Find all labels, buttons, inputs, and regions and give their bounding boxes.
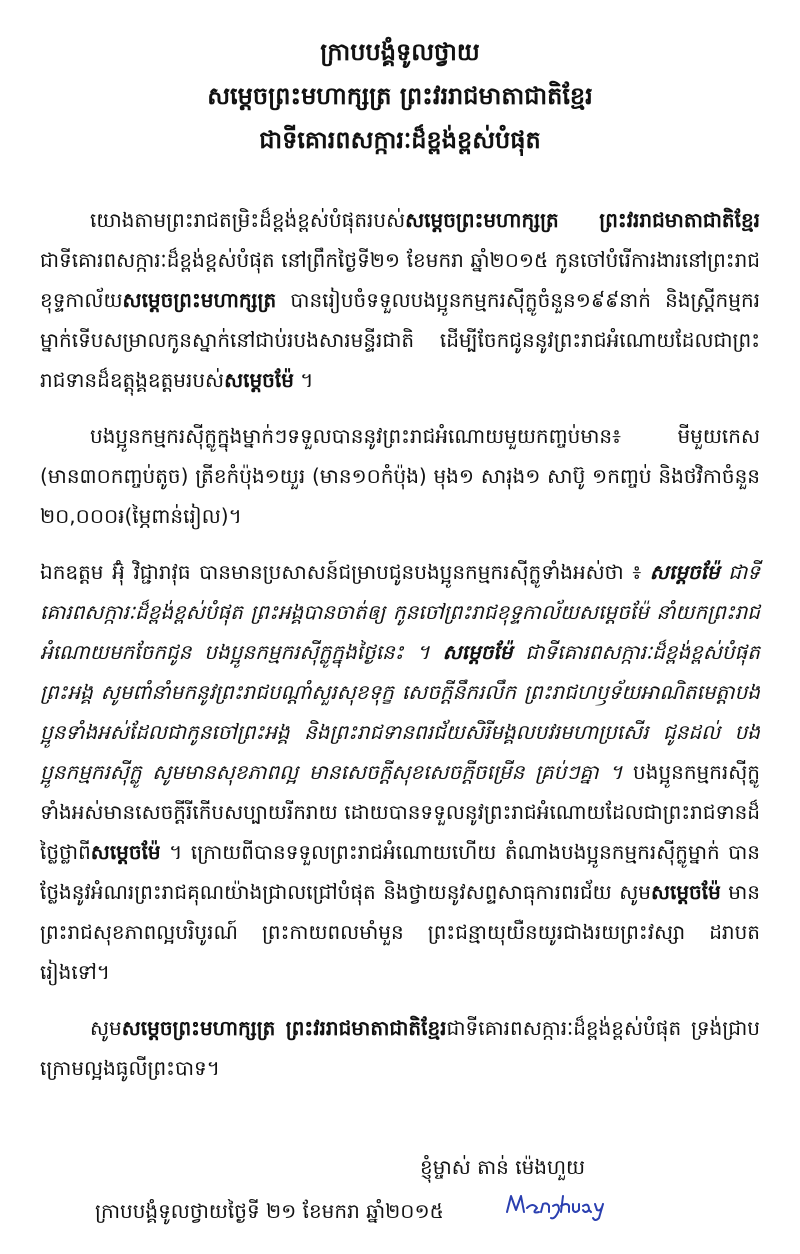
- p1-text-4: ។: [293, 368, 314, 392]
- paragraph-3: [40, 552, 760, 992]
- heading-line-2: សម្តេចព្រះមហាក្សត្រ ព្រះវររាជមាតាជាតិខ្មែរ: [207, 82, 593, 110]
- paragraph-4: [40, 1008, 760, 1088]
- p1-bold-2: សម្តេចព្រះមហាក្សត្រ: [122, 288, 277, 312]
- p3-bold-4: សម្តេចម៉ែ: [650, 880, 721, 904]
- letter-date: ក្រាបបង្គំទូលថ្វាយថ្ងៃទី ២១ ខែមករា ឆ្នាំ២០១៥: [95, 1199, 444, 1223]
- p4-text-2: ជាទីគោរពសក្ការៈដ៏ខ្ពង់ខ្ពស់បំផុត ទ្រង់ជ្រាបក្រោមល្អងធូលីព្រះបាទ។: [40, 1016, 760, 1080]
- paragraph-1: [40, 200, 760, 400]
- p1-bold-3: សម្តេចម៉ែ: [224, 368, 294, 392]
- p3-italic-1: ជាទីគោរពសក្ការៈដ៏ខ្ពង់ខ្ពស់បំផុត ព្រះអង្គបានចាត់ឲ្យ កូនចៅព្រះរាជខុទ្ទកាល័យសម្តេចម៉ែ នាំយកព្រះរាជអំណោយមកចែកជូន បងប្អូនកម្មករស៊ីក្លូក្នុងថ្ងៃនេះ ។: [40, 560, 760, 664]
- p1-bold-1: សម្តេចព្រះមហាក្សត្រ ព្រះវររាជមាតាជាតិខ្មែរ: [405, 208, 760, 232]
- p3-bold-2: សម្តេចម៉ែ: [442, 640, 513, 664]
- p3-text-2: បងប្អូនកម្មករស៊ីក្លូទាំងអស់មានសេចក្តីរីកើបសប្បាយរីករាយ ដោយបានទទួលនូវព្រះរាជអំណោយដែលជាព្រះរាជទានដ៏ថ្លៃថ្លាពី: [40, 760, 761, 864]
- p3-bold-1: សម្តេចម៉ែ: [649, 560, 720, 584]
- p3-bold-3: សម្តេចម៉ែ: [90, 840, 161, 864]
- heading-line-1: ក្រាបបង្គំទូលថ្វាយ: [320, 38, 480, 66]
- p1-text-2: ជាទីគោរពសក្ការៈដ៏ខ្ពង់ខ្ពស់បំផុត នៅព្រឹកថ្ងៃទី២១ ខែមករា ឆ្នាំ២០១៥ កូនចៅបំរើការងារនៅព្រះរាជខុទ្ទកាល័យ: [40, 248, 760, 312]
- letter-heading: [40, 30, 760, 162]
- handwritten-signature: [503, 1184, 613, 1224]
- p3-text-4: មានព្រះរាជសុខភាពល្អបរិបូរណ៍ ព្រះកាយពលមាំមួន ព្រះជន្មាយុយឺនយូរជាងរយព្រះវស្សា ដរាបតរៀងទៅ។: [40, 880, 760, 984]
- p3-text-1: ឯកឧត្តម អ៊ុំ វិជ្ជារាវុធ បានមានប្រសាសន៍ជម្រាបជូនបងប្អូនកម្មករស៊ីក្លូទាំងអស់ថា ៖: [40, 560, 650, 584]
- paragraph-2: បងប្អូនកម្មករស៊ីក្លូក្នុងម្នាក់ៗទទួលបាននូវព្រះរាជអំណោយមួយកញ្ចប់មាន៖ មីមួយកេស (មាន៣០កញ្ចប់តូច) ត្រីខកំប៉ុង១យួរ (មាន១០កំប៉ុង) មុង១ សារុង១ សាប៊ូ ១កញ្ចប់ និងថវិកាចំនួន ២០,០០០៛(ម្ភៃពាន់រៀល)។: [40, 424, 760, 528]
- signer-name: ខ្ញុំម្ចាស់ តាន់ ម៉េងហួយ: [420, 1155, 586, 1179]
- p3-text-3: ។ ក្រោយពីបានទទួលព្រះរាជអំណោយហើយ តំណាងបងប្អូនកម្មករស៊ីក្លូម្នាក់ បានថ្លែងនូវអំណរព្រះរាជគុណយ៉ាងជ្រាលជ្រៅបំផុត និងថ្វាយនូវសព្ទសាធុការពរជ័យ សូម: [40, 840, 760, 904]
- p4-bold-1: សម្តេចព្រះមហាក្សត្រ ព្រះវររាជមាតាជាតិខ្មែរ: [121, 1016, 447, 1040]
- p3-italic-2: ជាទីគោរពសក្ការៈដ៏ខ្ពង់ខ្ពស់បំផុត ព្រះអង្គ សូមពាំនាំមកនូវព្រះរាជបណ្តាំសួរសុខទុក្ខ សេចក្តីនឹករលឹក ព្រះរាជហឫទ័យអាណិតមេត្តាបងប្អូនទាំងអស់ដែលជាកូនចៅព្រះអង្គ និងព្រះរាជទានពរជ័យសិរីមង្គលបវរមហាប្រសើរ ជូនដល់ បងប្អូនកម្មករស៊ីក្លូ សូមមានសុខភាពល្អ មានសេចក្តីសុខសេចក្តីចម្រើន គ្រប់ៗគ្នា ។: [40, 640, 760, 784]
- p4-text-1: សូម: [90, 1016, 122, 1040]
- p1-text-1: យោងតាមព្រះរាជតម្រិះដ៏ខ្ពង់ខ្ពស់បំផុតរបស់: [90, 208, 406, 232]
- heading-line-3: ជាទីគោរពសក្ការៈដ៏ខ្ពង់ខ្ពស់បំផុត: [259, 126, 541, 154]
- p1-text-3: បានរៀបចំទទួលបងប្អូនកម្មករស៊ីក្លូចំនួន១៩៩នាក់ និងស្ត្រីកម្មករម្នាក់ទើបសម្រាលកូនស្នាក់នៅជាប់របងសារមន្ទីរជាតិ ដើម្បីចែកជូននូវព្រះរាជអំណោយដែលជាព្រះរាជទានដ៏ឧត្តុង្គឧត្តមរបស់: [40, 288, 760, 392]
